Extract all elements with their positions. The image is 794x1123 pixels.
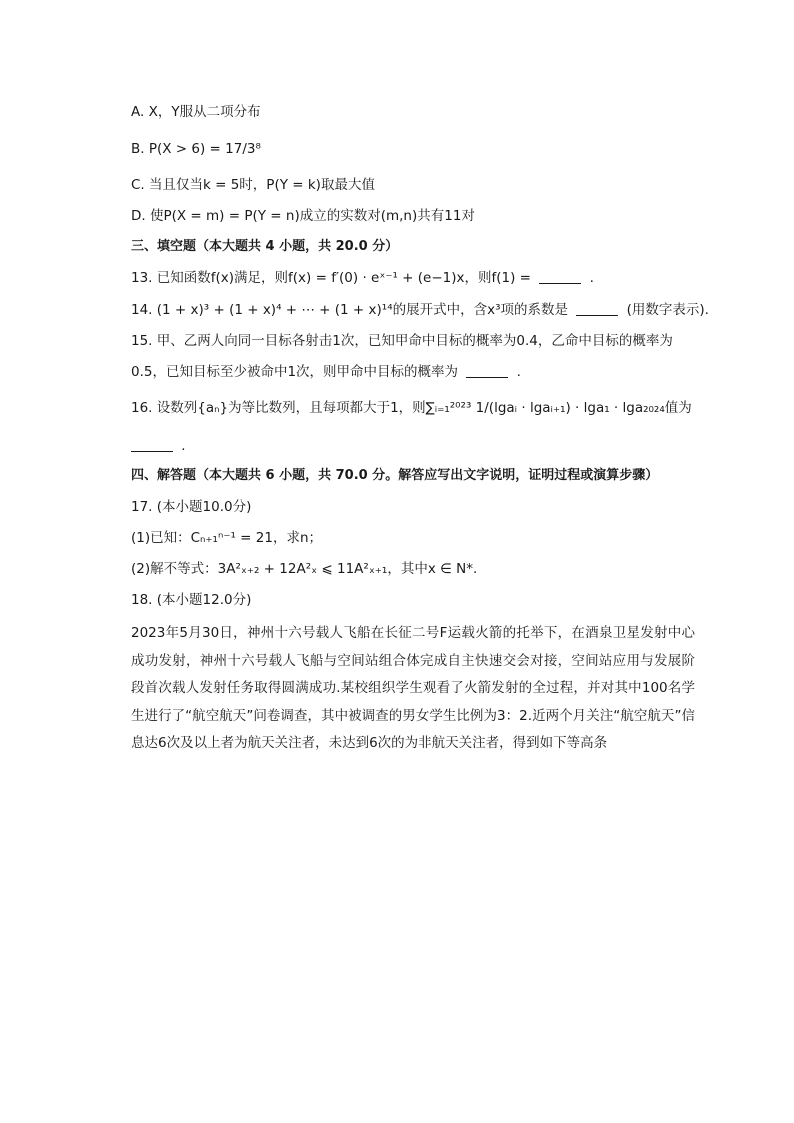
question-17-part-2: (2)解不等式：3A²ₓ₊₂ + 12A²ₓ ⩽ 11A²ₓ₊₁，其中x ∈ N*. [131, 561, 478, 577]
question-16-end: . [181, 438, 186, 454]
answer-blank-13[interactable] [539, 269, 581, 284]
choice-b: B. P(X > 6) = 17/3⁸ [131, 141, 261, 157]
question-18-body: 2023年5月30日，神州十六号载人飞船在长征二号F运载火箭的托举下，在酒泉卫星发射中心成功发射，神州十六号载人飞船与空间站组合体完成自主快速交会对接，空间站应用与发展阶段首次载人发射任务取得圆满成功.某校组织学生观看了火箭发射的全过程，并对其中100名学生进行了“航空航天”问卷调查，其中被调查的男女学生比例为3：2.近两个月关注“航空航天”信息达6次及以上者为航天关注者，未达到6次的为非航天关注者，得到如下等高条 [131, 625, 695, 752]
answer-blank-16[interactable] [131, 437, 173, 452]
question-15-line-1: 15. 甲、乙两人向同一目标各射击1次，已知甲命中目标的概率为0.4，乙命中目标的概率为 [131, 333, 673, 349]
question-15-text: 0.5，已知目标至少被命中1次，则甲命中目标的概率为 [131, 364, 459, 380]
question-13 [131, 268, 594, 288]
choice-c: C. 当且仅当k = 5时，P(Y = k)取最大值 [131, 177, 375, 193]
question-14-text: 14. (1 + x)³ + (1 + x)⁴ + ⋯ + (1 + x)¹⁴的展开式中，含x³项的系数是 [131, 302, 569, 318]
choice-d: D. 使P(X = m) = P(Y = n)成立的实数对(m,n)共有11对 [131, 208, 475, 224]
question-17-title: 17. (本小题10.0分) [131, 499, 252, 515]
question-14 [131, 300, 709, 320]
choice-a: A. X，Y服从二项分布 [131, 104, 261, 120]
question-15-end: . [516, 364, 521, 380]
answer-blank-15[interactable] [466, 363, 508, 378]
question-16-line-2 [131, 436, 186, 456]
question-13-text: 13. 已知函数f(x)满足，则f(x) = f′(0) · eˣ⁻¹ + (e−1)x，则f(1) = [131, 270, 531, 286]
question-16-line-1: 16. 设数列{aₙ}为等比数列，且每项都大于1，则∑ᵢ₌₁²⁰²³ 1/(lgaᵢ · lgaᵢ₊₁) · lga₁ · lga₂₀₂₄值为 [131, 400, 692, 416]
question-17-part-1: (1)已知：Cₙ₊₁ⁿ⁻¹ = 21，求n； [131, 530, 323, 546]
question-15-line-2 [131, 362, 521, 382]
question-18-title: 18. (本小题12.0分) [131, 592, 252, 608]
section-4-heading: 四、解答题（本大题共 6 小题，共 70.0 分。解答应写出文字说明，证明过程或演算步骤） [131, 468, 659, 483]
section-3-heading: 三、填空题（本大题共 4 小题，共 20.0 分） [131, 239, 399, 254]
answer-blank-14[interactable] [576, 301, 618, 316]
question-14-end: (用数字表示). [626, 302, 709, 318]
question-13-end: . [589, 270, 594, 286]
